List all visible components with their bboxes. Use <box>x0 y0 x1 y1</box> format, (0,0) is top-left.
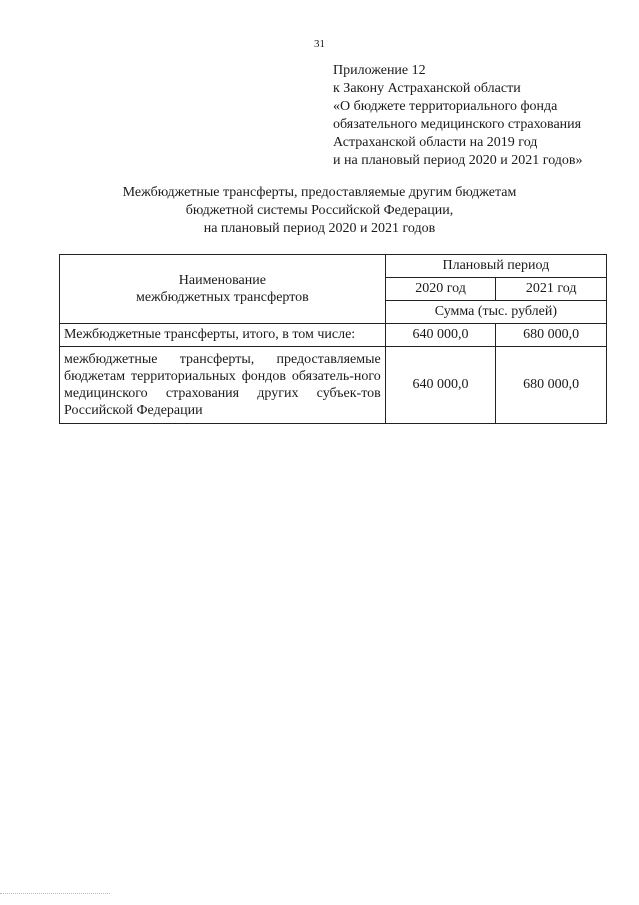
title-line: бюджетной системы Российской Федерации, <box>185 203 454 218</box>
value-2021: 680 000,0 <box>496 324 607 347</box>
value-2020: 640 000,0 <box>385 324 496 347</box>
appendix-header <box>333 62 583 170</box>
scan-edge-mark <box>0 893 110 894</box>
document-title <box>0 184 639 238</box>
appendix-line: к Закону Астраханской области <box>333 81 521 96</box>
value-2021: 680 000,0 <box>496 347 607 424</box>
row-name: Межбюджетные трансферты, итого, в том числе: <box>60 324 386 347</box>
page-number: 31 <box>314 38 325 50</box>
row-name: межбюджетные трансферты, предоставляемые бюджетам территориальных фондов обязатель-ного медицинского страхования других субъек-тов Российской Федерации <box>60 347 386 424</box>
appendix-line: «О бюджете территориального фонда <box>333 99 558 114</box>
appendix-line: и на плановый период 2020 и 2021 годов» <box>333 153 583 168</box>
appendix-line: Астраханской области на 2019 год <box>333 135 538 150</box>
title-line: Межбюджетные трансферты, предоставляемые другим бюджетам <box>122 185 517 200</box>
name-header-line: межбюджетных трансфертов <box>135 290 309 305</box>
appendix-line: обязательного медицинского страхования <box>333 117 582 132</box>
period-header: Плановый период <box>385 255 606 278</box>
table-row <box>60 324 607 347</box>
title-line: на плановый период 2020 и 2021 годов <box>203 221 436 236</box>
transfers-table <box>59 254 607 424</box>
year-2021-header: 2021 год <box>496 278 607 301</box>
name-column-header <box>60 255 386 324</box>
appendix-line: Приложение 12 <box>333 63 426 78</box>
unit-header: Сумма (тыс. рублей) <box>385 301 606 324</box>
name-header-line: Наименование <box>178 273 266 288</box>
year-2020-header: 2020 год <box>385 278 496 301</box>
value-2020: 640 000,0 <box>385 347 496 424</box>
table-header-row <box>60 255 607 278</box>
table-row <box>60 347 607 424</box>
